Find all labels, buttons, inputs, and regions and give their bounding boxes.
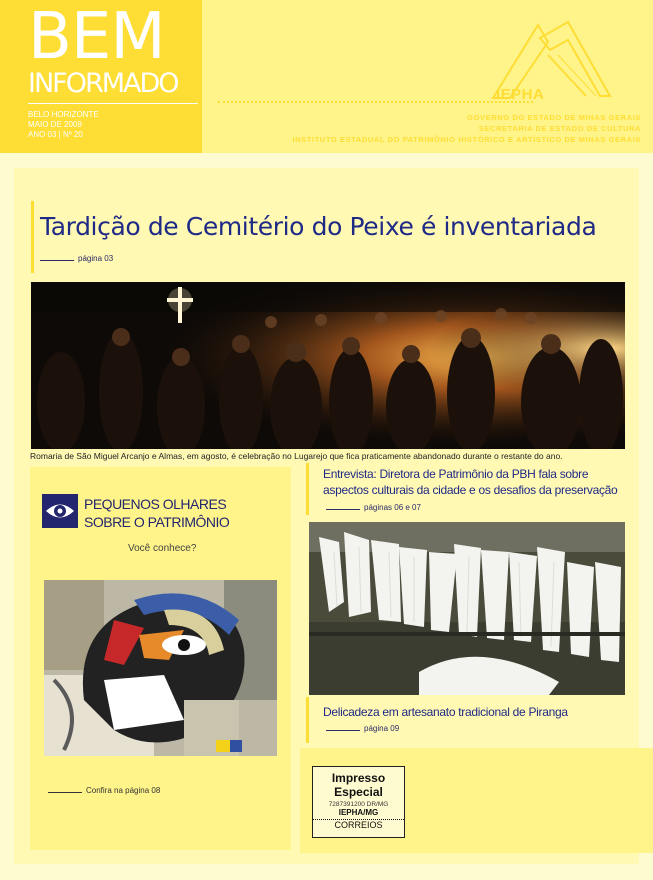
lead-page-ref-text: página 03	[78, 254, 114, 263]
postal-stamp	[312, 766, 405, 838]
page-ref-underline	[40, 260, 74, 261]
lead-page-ref[interactable]	[40, 254, 113, 263]
masthead-date: MAIO DE 2009	[28, 120, 82, 129]
header-dotted-rule	[218, 101, 533, 103]
page-ref-underline	[326, 730, 360, 731]
lead-headline[interactable]: Tardição de Cemitério do Peixe é inventariada	[40, 212, 597, 241]
feature-title-line2: SOBRE O PATRIMÔNIO	[84, 514, 230, 530]
mural-image	[44, 580, 277, 756]
interview-accent-bar	[306, 463, 309, 515]
confira-text: Confira na página 08	[86, 786, 161, 795]
masthead-rule	[28, 103, 198, 104]
iepha-logo	[488, 10, 613, 112]
confira-underline	[48, 792, 82, 793]
night-procession-image	[31, 282, 625, 449]
stamp-line2: Especial	[334, 785, 383, 799]
gov-line-3: INSTITUTO ESTADUAL DO PATRIMÔNIO HISTÓRICO E ARTÍSTICO DE MINAS GERAIS	[292, 135, 641, 144]
craft-page-ref[interactable]	[326, 724, 399, 733]
masthead-issue: ANO 03 | Nº 20	[28, 130, 83, 139]
feature-artwork	[44, 580, 277, 756]
feature-title-line1: PEQUENOS OLHARES	[84, 496, 227, 512]
headline-accent-bar	[31, 201, 34, 273]
stamp-number: 7287391200 DR/MG	[328, 801, 389, 808]
masthead-meta	[28, 110, 99, 140]
interview-page-ref[interactable]	[326, 503, 421, 512]
interview-page-ref-text: páginas 06 e 07	[364, 503, 421, 512]
lead-photo	[31, 282, 625, 449]
masthead	[0, 0, 202, 153]
interview-headline[interactable]	[323, 466, 633, 498]
gov-line-1: GOVERNO DO ESTADO DE MINAS GERAIS	[467, 113, 641, 122]
lead-photo-caption: Romaria de São Miguel Arcanjo e Almas, em agosto, é celebração no Lugarejo que fica praticamente abandonado durante o restante do ano.	[30, 451, 563, 461]
craft-photo	[309, 522, 625, 695]
stamp-line1: Impresso	[331, 771, 386, 785]
craft-headline[interactable]: Delicadeza em artesanato tradicional de Piranga	[323, 705, 568, 719]
interview-label: Entrevista:	[323, 467, 377, 481]
iepha-logo-text: IEPHA	[496, 86, 545, 103]
feature-confira[interactable]	[48, 786, 160, 795]
craft-accent-bar	[306, 697, 309, 743]
gov-line-2: SECRETARIA DE ESTADO DE CULTURA	[478, 124, 641, 133]
stamp-carrier: CORREIOS	[313, 819, 404, 830]
craft-page-ref-text: página 09	[364, 724, 400, 733]
feature-question: Você conhece?	[128, 543, 197, 554]
masthead-subtitle: INFORMADO	[28, 68, 178, 99]
masthead-title: BEM	[28, 0, 165, 74]
paper-wings-image	[309, 522, 625, 695]
eye-icon	[42, 494, 78, 528]
interview-text: Diretora de Patrimônio da PBH fala sobre aspectos culturais da cidade e os desafios da preservação	[323, 467, 618, 497]
page-ref-underline	[326, 509, 360, 510]
masthead-city: BELO HORIZONTE	[28, 110, 99, 119]
stamp-org: IEPHA/MG	[338, 808, 379, 817]
